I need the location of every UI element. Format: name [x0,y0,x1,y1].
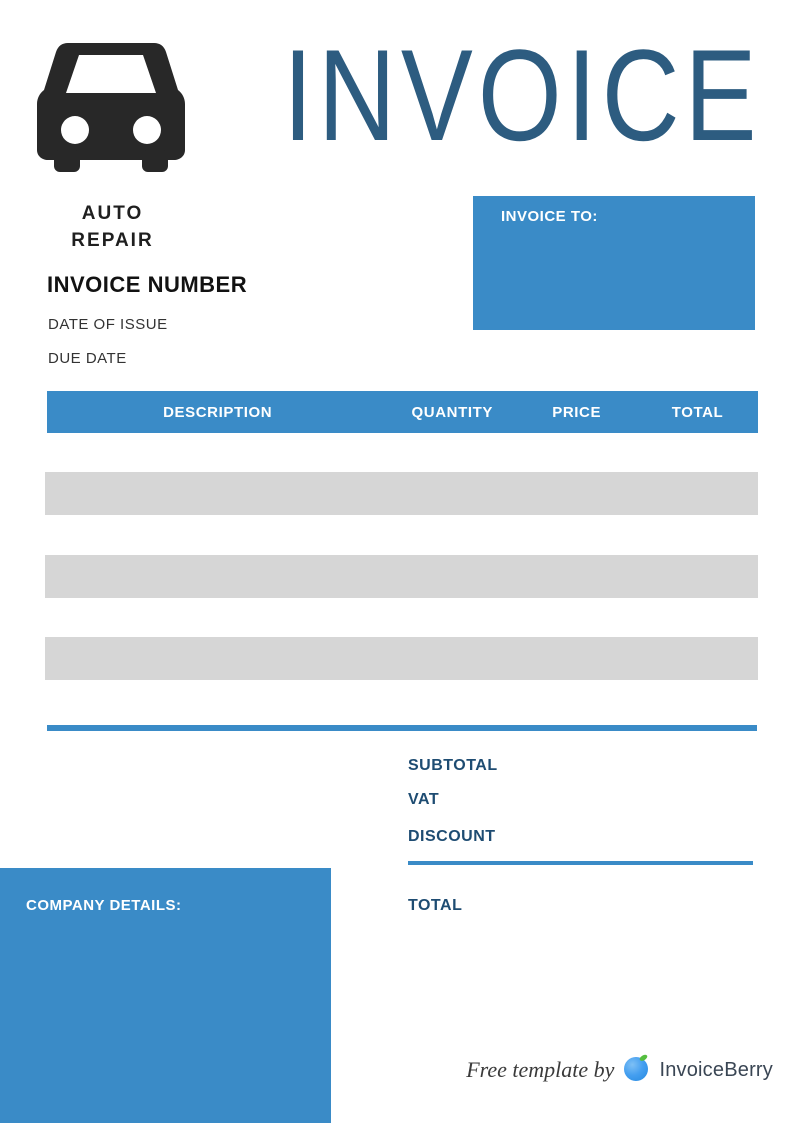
table-bottom-divider [47,725,757,731]
brand-name-line1: AUTO [81,203,144,224]
table-row [45,637,758,680]
credit-text: Free template by [466,1057,615,1082]
car-icon [37,38,185,177]
discount-label: DISCOUNT [408,828,496,845]
company-details-box [0,868,331,1123]
date-of-issue-label: DATE OF ISSUE [48,316,168,333]
column-header-description: DESCRIPTION [163,403,273,421]
column-header-price: PRICE [552,403,602,421]
brand-name-line2: REPAIR [71,230,154,251]
table-row [45,555,758,598]
column-header-total: TOTAL [671,403,724,421]
column-header-quantity: QUANTITY [411,403,493,421]
invoice-to-box [473,196,755,330]
due-date-label: DUE DATE [48,350,127,367]
company-details-label: COMPANY DETAILS: [26,897,182,914]
invoiceberry-brand-text: InvoiceBerry [659,1058,773,1081]
document-title: INVOICE [283,22,762,168]
items-table-header [47,391,758,433]
invoiceberry-logo-icon [623,1054,650,1086]
subtotal-label: SUBTOTAL [408,757,498,774]
total-label: TOTAL [408,897,463,914]
vat-label: VAT [408,791,440,808]
invoice-to-label: INVOICE TO: [501,208,598,225]
brand-name [40,200,185,254]
table-row [45,472,758,515]
summary-divider [408,861,753,865]
invoice-number-label: INVOICE NUMBER [47,272,248,297]
footer-credit [466,1054,773,1086]
